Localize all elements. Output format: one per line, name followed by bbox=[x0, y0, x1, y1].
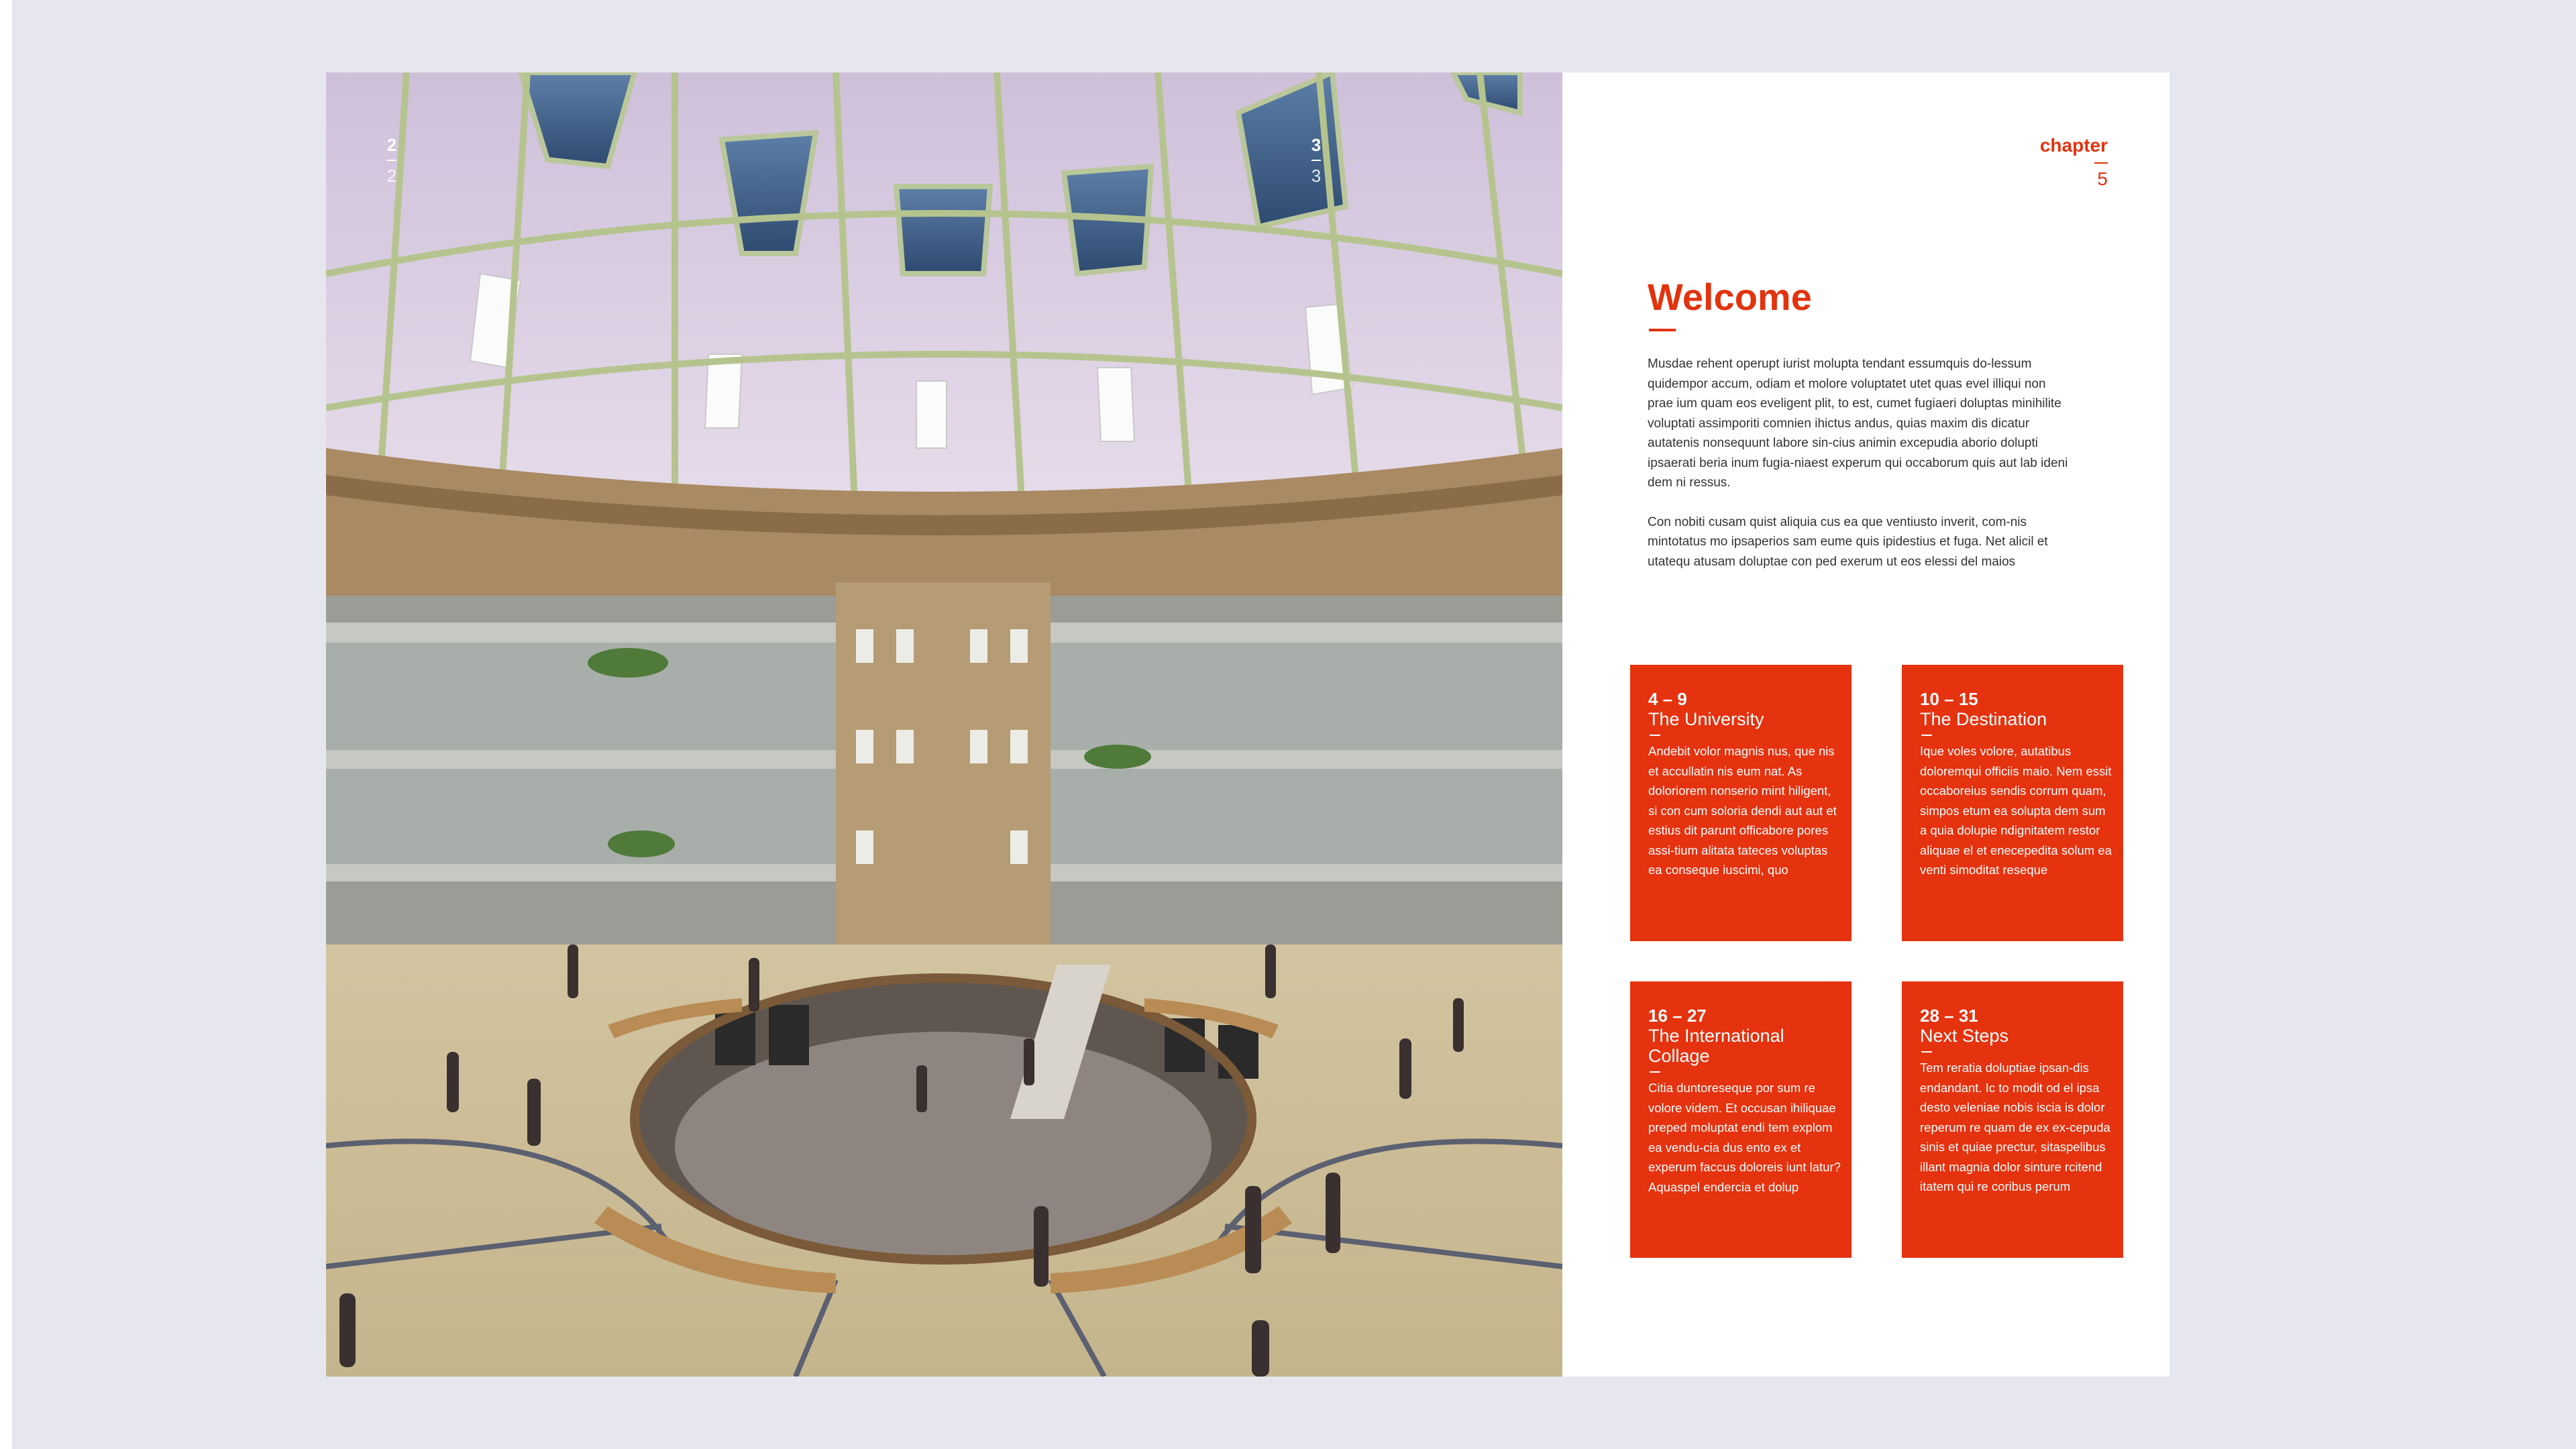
card-description: Andebit volor magnis nus, que nis et accullatin nis eum nat. As doloriorem nonserio mint hiligent, si con cum soloria dendi aut aut et estius dit parunt officabore pores assi-tium alitata tateces voluptas ea conseque iuscimi, quo bbox=[1648, 744, 1837, 877]
atrium-illustration bbox=[326, 72, 1562, 1377]
card-divider bbox=[1921, 735, 1932, 736]
left-edge-strip bbox=[0, 0, 12, 1449]
card-page-range: 28 – 31 bbox=[1920, 1006, 1978, 1026]
section-card-university[interactable] bbox=[1630, 665, 1851, 941]
section-card-next-steps[interactable] bbox=[1902, 981, 2123, 1258]
page-number-divider bbox=[387, 160, 396, 161]
card-page-range: 16 – 27 bbox=[1648, 1006, 1707, 1026]
chapter-number: 5 bbox=[2097, 168, 2108, 189]
intro-text bbox=[1648, 354, 2070, 591]
card-divider bbox=[1650, 735, 1660, 736]
chapter-marker bbox=[2040, 134, 2108, 191]
page-heading: Welcome bbox=[1648, 276, 1812, 318]
heading-underline bbox=[1649, 329, 1676, 331]
section-card-destination[interactable] bbox=[1902, 665, 2123, 941]
page-number-divider bbox=[1311, 160, 1321, 161]
card-description: Citia duntoreseque por sum re volore videm. Et occusan ihiliquae preped moluptat endi tem explom ea vendu-cia dus ento ex et experum faccus doloreis iunt latur? Aquaspel endercia et dolup bbox=[1648, 1081, 1841, 1194]
card-title: The University bbox=[1648, 709, 1764, 729]
card-divider bbox=[1921, 1051, 1932, 1053]
chapter-label: chapter bbox=[2039, 135, 2108, 156]
card-description: Ique voles volore, autatibus doloremqui officiis maio. Nem essit occaboreius sendis corrum quam, simpos etum ea solupta dem sum a quia dolupie ndignitatem restor aliquae el et enecepedita solum ea venti simoditat reseque bbox=[1920, 744, 2112, 877]
intro-paragraph: Musdae rehent operupt iurist molupta tendant essumquis do-lessum quidempor accum, odiam et molore voluptatet utet quas evel illiqui non prae ium quam eos eveligent plit, to est, cumet fugiaeri doluptas minihilite voluptati assimporiti comnien ihictus andus, quias maxim dis dicatur autatenis nonsequunt labore sin-cius animin excepudia aborio dolupti ipsaerati beria inum fugia-niaest experum qui occaborum quis aut lab ideni dem ni ressus. bbox=[1648, 357, 2068, 490]
card-title: Next Steps bbox=[1920, 1026, 2009, 1046]
card-title: The International Collage bbox=[1648, 1026, 1784, 1066]
page-number-left bbox=[378, 134, 405, 186]
intro-paragraph: Con nobiti cusam quist aliquia cus ea que ventiusto inverit, com-nis mintotatus mo ipsaperios sam eume quis ipidestius et fuga. Net alicil et utatequ atusam doluptae con ped exerum ut eos elessi del maios bbox=[1648, 515, 2048, 569]
section-card-international-collage[interactable] bbox=[1630, 981, 1851, 1258]
chapter-divider bbox=[2094, 162, 2108, 164]
card-page-range: 4 – 9 bbox=[1648, 689, 1687, 709]
page-total: 3 bbox=[1311, 166, 1322, 186]
page-number: 2 bbox=[386, 135, 397, 155]
text-page bbox=[1562, 72, 2169, 1377]
card-description: Tem reratia doluptiae ipsan-dis endandant. Ic to modit od el ipsa desto veleniae nobis iscia is dolor reperum re quam de ex ex-cepuda sinis et quiae prectur, sitaspelibus illant magnia dolor sinture rcitend itatem qui re coribus perum bbox=[1920, 1061, 2110, 1193]
card-divider bbox=[1650, 1071, 1660, 1073]
oculus-inner bbox=[675, 1032, 1212, 1260]
atrium-photo bbox=[326, 72, 1562, 1377]
page-number: 3 bbox=[1311, 135, 1322, 155]
card-title: The Destination bbox=[1920, 709, 2047, 729]
brochure-spread bbox=[326, 72, 2169, 1377]
page-total: 2 bbox=[386, 166, 397, 186]
card-page-range: 10 – 15 bbox=[1920, 689, 1978, 709]
page-number-right bbox=[1303, 134, 1330, 186]
